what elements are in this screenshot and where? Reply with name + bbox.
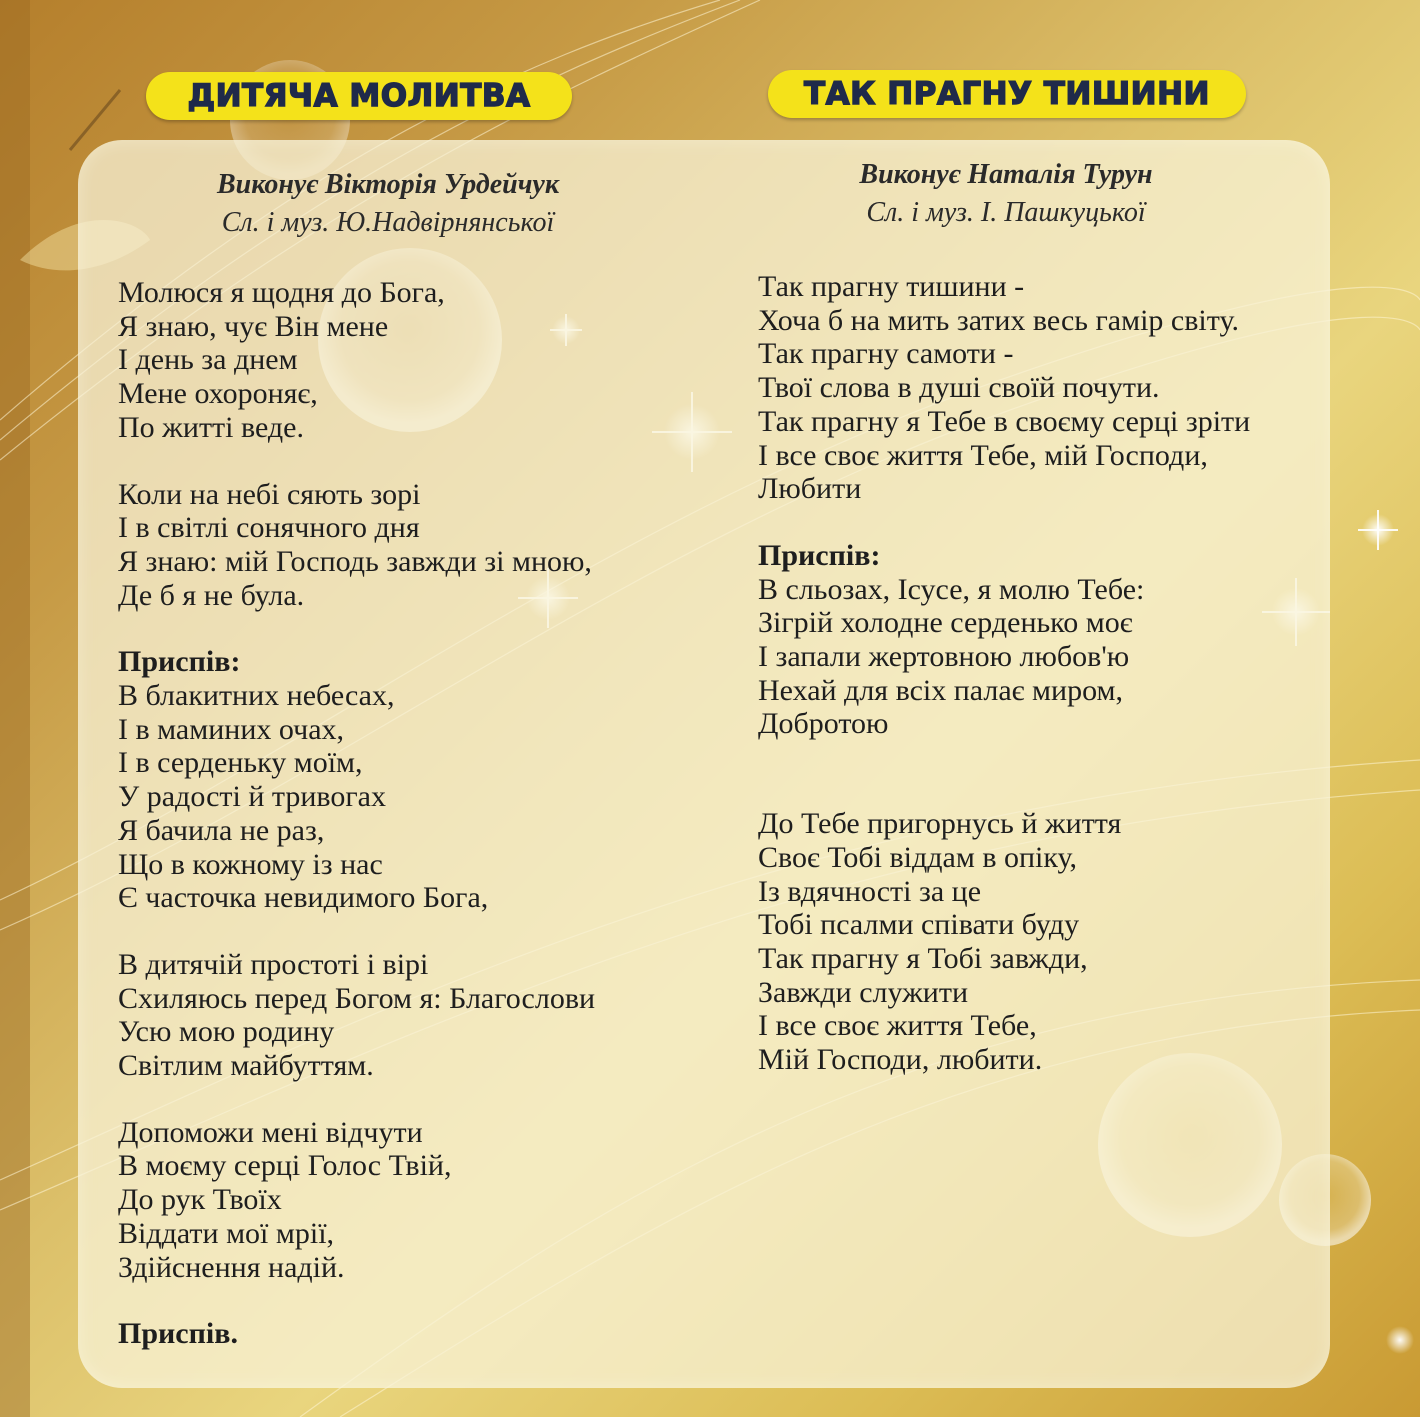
lyric-line: Світлим майбуттям. — [118, 1049, 374, 1083]
lyric-line: І все своє життя Тебе, — [758, 1009, 1037, 1043]
right-song-author: Сл. і муз. І. Пашкуцької — [866, 197, 1146, 228]
lyric-line: Я знаю: мій Господь завжди зі мною, — [118, 544, 592, 578]
lyric-line: В дитячій простоті і вірі — [118, 947, 429, 981]
left-song-performer: Виконує Вікторія Урдейчук — [216, 169, 560, 200]
right-song-performer: Виконує Наталія Турун — [859, 159, 1153, 190]
lyric-line: Так прагну я Тобі завжди, — [758, 941, 1088, 975]
right-song-title: ТАК ПРАГНУ ТИШИНИ — [768, 70, 1246, 118]
lyric-line: І день за днем — [118, 343, 298, 377]
lyric-line: І в серденьку моїм, — [118, 746, 363, 780]
lyric-line: І все своє життя Тебе, мій Господи, — [758, 438, 1208, 472]
lyric-line: І запали жертовною любов'ю — [758, 640, 1130, 674]
lyric-line: Тобі псалми співати буду — [758, 908, 1080, 942]
stanza — [758, 539, 1250, 741]
lyric-line: Любити — [758, 472, 862, 506]
right-song-lyrics — [758, 270, 1250, 1110]
lyric-line: Є часточка невидимого Бога, — [118, 881, 489, 915]
lyric-line: Мене охороняє, — [118, 377, 318, 411]
lyric-line: Так прагну самоти - — [758, 337, 1014, 371]
lyric-line: Так прагну тишини - — [758, 270, 1025, 303]
lyric-line: Завжди служити — [758, 975, 969, 1009]
lyric-line: Так прагну я Тебе в своєму серці зріти — [758, 404, 1251, 438]
lyric-line: В блакитних небесах, — [118, 679, 395, 713]
lyric-line: Зігрій холодне серденько моє — [758, 606, 1133, 640]
chorus-label: Приспів. — [118, 1317, 238, 1351]
left-song-title: ДИТЯЧА МОЛИТВА — [146, 72, 572, 120]
lyric-line: Із вдячності за це — [758, 874, 982, 908]
lyric-line: І в світлі сонячного дня — [118, 511, 420, 545]
lyric-line: В моєму серці Голос Твій, — [118, 1149, 452, 1183]
stanza — [118, 645, 595, 915]
lyric-line: По житті веде. — [118, 410, 304, 444]
left-song-lyrics — [118, 276, 595, 1384]
left-song-author: Сл. і муз. Ю.Надвірнянської — [221, 207, 555, 238]
lyric-line: Схиляюсь перед Богом я: Благослови — [118, 981, 596, 1015]
lyric-line: Молюся я щодня до Бога, — [118, 276, 445, 309]
lyric-line: Хоча б на мить затих весь гамір світу. — [758, 303, 1239, 337]
lyric-line: Допоможи мені відчути — [118, 1115, 423, 1149]
lyric-line: І в маминих очах, — [118, 712, 345, 746]
lyric-line: Коли на небі сяють зорі — [118, 477, 421, 511]
lyric-line: Віддати мої мрії, — [118, 1216, 335, 1250]
lyric-line: Я бачила не раз, — [118, 813, 325, 847]
lyric-line: До Тебе пригорнусь й життя — [758, 807, 1122, 841]
lyric-line: У радості й тривогах — [118, 780, 386, 814]
chorus-label: Приспів: — [118, 645, 241, 679]
stanza — [118, 948, 595, 1083]
chorus-label: Приспів: — [758, 538, 881, 572]
lyric-line: Що в кожному із нас — [118, 847, 383, 881]
lyric-line: Твої слова в душі своїй почути. — [758, 371, 1160, 405]
lyric-line: Усю мою родину — [118, 1015, 335, 1049]
lyric-line: В сльозах, Ісусе, я молю Тебе: — [758, 572, 1145, 606]
right-song-credits — [776, 156, 1236, 232]
lyric-line: Своє Тобі віддам в опіку, — [758, 840, 1078, 874]
lyric-line: Добротою — [758, 707, 889, 741]
stanza — [118, 1317, 595, 1351]
lyric-line: Мій Господи, любити. — [758, 1043, 1043, 1077]
stanza — [118, 478, 595, 613]
lyric-line: До рук Твоїх — [118, 1183, 282, 1217]
left-song-credits — [158, 166, 618, 242]
stanza — [758, 807, 1250, 1077]
stanza — [118, 276, 595, 445]
stanza — [758, 270, 1250, 506]
lyric-line: Де б я не була. — [118, 578, 305, 612]
stanza — [118, 1116, 595, 1285]
lyric-line: Я знаю, чує Він мене — [118, 309, 389, 343]
lyric-line: Нехай для всіх палає миром, — [758, 673, 1123, 707]
lyric-line: Здійснення надій. — [118, 1250, 345, 1284]
